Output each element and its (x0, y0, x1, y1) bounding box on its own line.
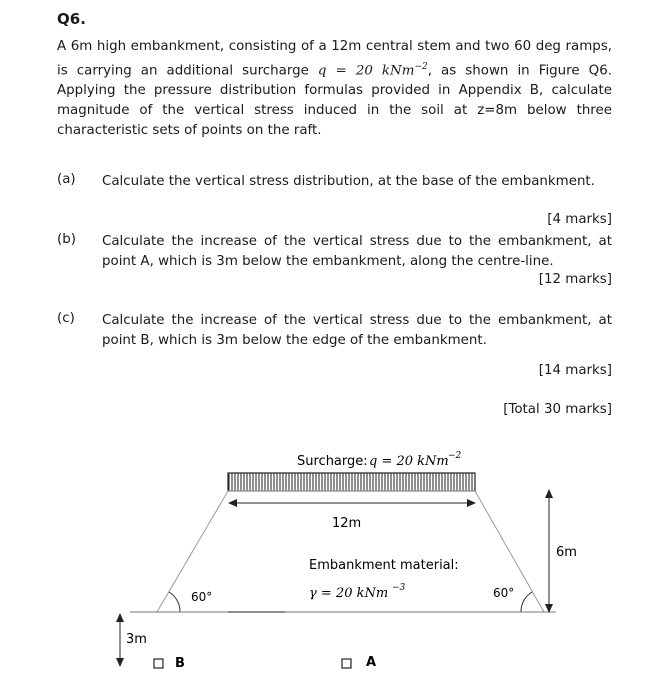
depth-arrow-bottom (116, 658, 124, 667)
width-arrow-right (467, 499, 476, 507)
depth-arrow-top (116, 613, 124, 622)
part-c-label: (c) (57, 311, 75, 326)
part-c-marks: [14 marks] (538, 363, 612, 378)
intro-text-1: A 6m high embankment, consisting of a 12m central stem and two 60 deg ramps, is carrying an additional surcharge (57, 39, 612, 79)
point-b-label: B (175, 656, 185, 671)
part-a-text: Calculate the vertical stress distribution, at the base of the embankment. (102, 174, 595, 189)
part-b-marks: [12 marks] (538, 272, 612, 287)
point-a-label: A (366, 655, 377, 670)
height-arrow-top (545, 489, 553, 498)
point-a-marker (342, 659, 351, 668)
intro-surcharge-formula: q = 20 kNm (317, 63, 415, 79)
surcharge-formula: q = 20 kNm (369, 454, 449, 469)
part-a-label: (a) (57, 172, 76, 187)
unit-weight-exponent: −3 (392, 583, 406, 593)
total-marks: [Total 30 marks] (503, 402, 612, 417)
left-angle-label: 60° (191, 590, 213, 604)
height-label: 6m (556, 545, 577, 560)
unit-weight-formula: γ = 20 kNm (309, 586, 389, 601)
question-heading: Q6. (57, 10, 86, 28)
part-a-marks: [4 marks] (547, 212, 612, 227)
point-b-marker (154, 659, 163, 668)
part-b-text: Calculate the increase of the vertical stress due to the embankment, at point A, which is 3m below the embankment, along the centre-line. (102, 234, 612, 269)
surcharge-label: Surcharge: (297, 454, 368, 469)
width-arrow-left (228, 499, 237, 507)
intro-surcharge-exponent: −2 (414, 62, 428, 72)
right-angle-arc (521, 592, 532, 612)
material-label: Embankment material: (309, 558, 459, 573)
intro-text-2: , as shown in Figure Q6. Applying the pressure distribution formulas provided in Appendix B, calculate magnitude of the vertical stress induced in the soil at z=8m below three characteristic sets of points on the raft. (57, 63, 612, 139)
right-angle-label: 60° (493, 586, 515, 600)
left-angle-arc (169, 592, 180, 612)
part-b-label: (b) (57, 232, 76, 247)
part-c-text: Calculate the increase of the vertical stress due to the embankment, at point B, which is 3m below the edge of the embankment. (102, 313, 612, 348)
width-label: 12m (332, 516, 362, 531)
depth-label: 3m (126, 632, 147, 647)
surcharge-exponent: −2 (448, 451, 462, 461)
surcharge-load-strip (228, 473, 475, 491)
